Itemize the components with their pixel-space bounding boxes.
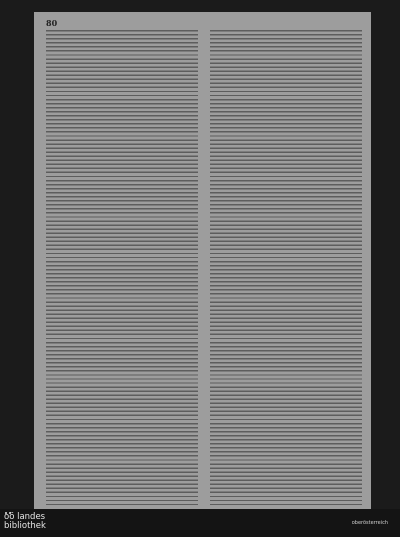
viewer-footer — [0, 509, 400, 537]
logo-text-line2: bibliothek — [4, 521, 46, 531]
entry-placeholder-lines — [46, 30, 198, 505]
logo-text-line1: oö landes — [4, 512, 46, 522]
directory-column-left — [46, 30, 198, 505]
document-page — [34, 12, 371, 509]
directory-column-right — [210, 30, 362, 505]
brand-text-right: oberösterreich — [351, 520, 388, 526]
entry-placeholder-lines — [210, 30, 362, 505]
page-number: 80 — [46, 18, 58, 28]
library-logo[interactable] — [4, 513, 46, 531]
